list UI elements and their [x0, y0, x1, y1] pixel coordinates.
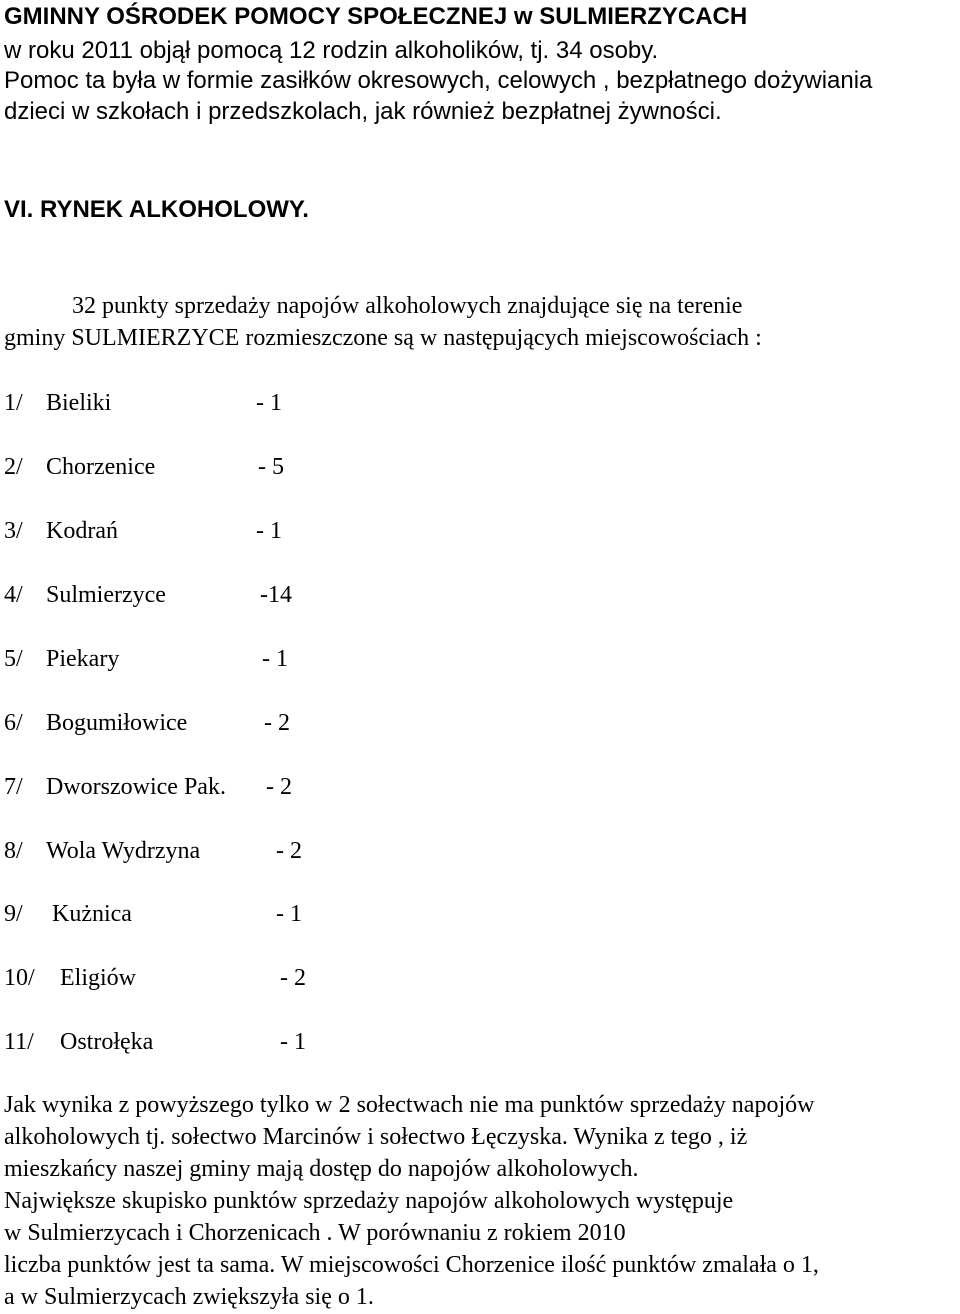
list-item-number: 11/	[4, 1029, 34, 1055]
summary-line-4: Największe skupisko punktów sprzedaży napojów alkoholowych występuje	[4, 1188, 734, 1214]
document-title: GMINNY OŚRODEK POMOCY SPOŁECZNEJ w SULMIERZYCACH	[4, 3, 748, 30]
list-item-location: Kużnica	[52, 901, 132, 927]
summary-line-7: a w Sulmierzycach zwiększyła się o 1.	[4, 1284, 374, 1310]
list-item-count: - 2	[280, 965, 306, 991]
list-item-number: 3/	[4, 518, 23, 544]
list-item-location: Chorzenice	[46, 454, 156, 480]
list-item-location: Dworszowice Pak.	[46, 774, 226, 800]
intro-line-1: 32 punkty sprzedaży napojów alkoholowych znajdujące się na terenie	[72, 293, 743, 319]
list-item-count: - 1	[256, 518, 282, 544]
list-item-number: 5/	[4, 646, 23, 672]
list-item-number: 7/	[4, 774, 23, 800]
list-item-count: - 2	[264, 710, 290, 736]
intro-line-2: gminy SULMIERZYCE rozmieszczone są w następujących miejscowościach :	[4, 325, 762, 351]
summary-line-1: Jak wynika z powyższego tylko w 2 sołectwach nie ma punktów sprzedaży napojów	[4, 1092, 815, 1118]
list-item-number: 10/	[4, 965, 35, 991]
list-item-location: Bogumiłowice	[46, 710, 188, 736]
header-line-4: dzieci w szkołach i przedszkolach, jak również bezpłatnej żywności.	[4, 98, 722, 125]
summary-line-5: w Sulmierzycach i Chorzenicach . W porównaniu z rokiem 2010	[4, 1220, 626, 1246]
header-line-2: w roku 2011 objął pomocą 12 rodzin alkoholików, tj. 34 osoby.	[4, 37, 659, 64]
list-item-location: Eligiów	[60, 965, 136, 991]
list-item-location: Sulmierzyce	[46, 582, 166, 608]
list-item-location: Kodrań	[46, 518, 118, 544]
list-item-number: 2/	[4, 454, 23, 480]
list-item-number: 6/	[4, 710, 23, 736]
summary-line-3: mieszkańcy naszej gminy mają dostęp do napojów alkoholowych.	[4, 1156, 639, 1182]
list-item-count: - 5	[258, 454, 284, 480]
list-item-count: - 2	[266, 774, 292, 800]
list-item-number: 8/	[4, 838, 23, 864]
summary-line-2: alkoholowych tj. sołectwo Marcinów i sołectwo Łęczyska. Wynika z tego , iż	[4, 1124, 748, 1150]
summary-line-6: liczba punktów jest ta sama. W miejscowości Chorzenice ilość punktów zmalała o 1,	[4, 1252, 819, 1278]
list-item-number: 4/	[4, 582, 23, 608]
list-item-location: Wola Wydrzyna	[46, 838, 201, 864]
list-item-location: Ostrołęka	[60, 1029, 154, 1055]
list-item-number: 1/	[4, 390, 23, 416]
list-item-number: 9/	[4, 901, 23, 927]
header-line-3: Pomoc ta była w formie zasiłków okresowych, celowych , bezpłatnego dożywiania	[4, 67, 873, 94]
list-item-count: - 1	[256, 390, 282, 416]
list-item-location: Piekary	[46, 646, 120, 672]
list-item-count: - 1	[276, 901, 302, 927]
list-item-count: -14	[260, 582, 292, 608]
list-item-count: - 1	[262, 646, 288, 672]
section-heading: VI. RYNEK ALKOHOLOWY.	[4, 196, 309, 223]
list-item-count: - 1	[280, 1029, 306, 1055]
list-item-location: Bieliki	[46, 390, 112, 416]
list-item-count: - 2	[276, 838, 302, 864]
